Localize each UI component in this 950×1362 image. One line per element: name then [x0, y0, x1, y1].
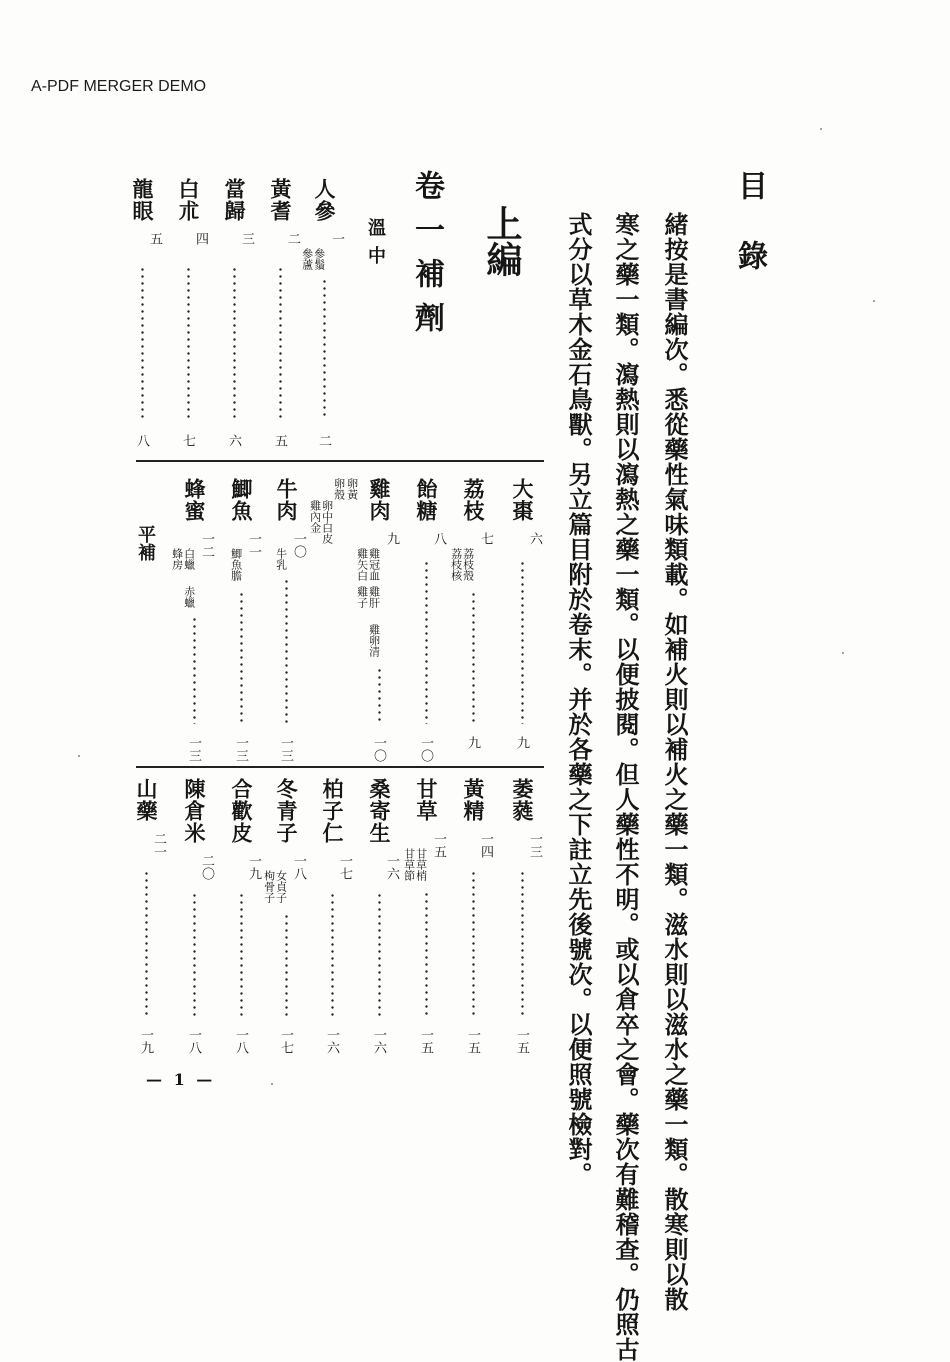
entry-name: 龍眼	[130, 178, 155, 222]
entry-page: 一〇	[371, 736, 386, 762]
entry-name: 鯽魚	[229, 478, 254, 522]
entry-name: 山藥	[134, 778, 159, 822]
entry-number: 二	[285, 232, 300, 245]
entry-sub-item: 雞子	[355, 586, 369, 608]
entry-sub-item: 卵中白皮	[320, 500, 334, 544]
entry-number: 二〇	[199, 854, 214, 880]
entry-page: 一三	[186, 736, 201, 762]
entry-number: 一四	[478, 832, 493, 858]
entry-sub-item: 鯽魚膽	[229, 548, 243, 581]
divider-1	[136, 460, 544, 462]
entry-number: 三	[239, 232, 254, 245]
entry-sub-item: 牛乳	[274, 548, 288, 570]
entry-name: 荔枝	[461, 478, 486, 522]
entry-number: 九	[384, 532, 399, 545]
leader-dots	[285, 913, 288, 1018]
entry-number: 一三	[527, 832, 542, 858]
entry-sub-item: 荔枝核	[449, 548, 463, 581]
entry-name: 當歸	[222, 178, 247, 222]
leader-dots	[141, 266, 144, 420]
entry-page: 二	[316, 434, 331, 447]
leader-dots	[521, 870, 524, 1018]
entry-number: 一七	[337, 854, 352, 880]
entry-sub-item: 卵黃	[345, 478, 359, 500]
entry-page: 五	[272, 434, 287, 447]
category-neutral: 平補	[135, 525, 156, 561]
entry-number: 一一	[246, 532, 261, 558]
entry-sub-item: 蜂房	[170, 548, 184, 570]
entry-number: 五	[147, 232, 162, 245]
entry-sub-item: 雞肝	[367, 586, 381, 608]
entry-name: 黃精	[461, 778, 486, 822]
entry-name: 蜂蜜	[182, 478, 207, 522]
preface-line-3: 式分以草木金石鳥獸。另立篇目附於卷末。并於各藥之下註立先後號次。以便照號檢對。	[564, 212, 593, 1187]
preface-line-2: 寒之藥一類。瀉熱則以瀉熱之藥一類。以便披閱。但人藥性不明。或以倉卒之會。藥次有難稽查。仍照古	[611, 212, 640, 1362]
entry-name: 白朮	[176, 178, 201, 222]
entry-number: 一九	[246, 854, 261, 880]
entry-name: 人參	[312, 178, 337, 222]
entry-sub-item: 荔枝殼	[461, 548, 475, 581]
entry-name: 陳倉米	[182, 778, 207, 844]
entry-number: 四	[193, 232, 208, 245]
entry-name: 大棗	[510, 478, 535, 522]
scan-speck	[873, 300, 875, 302]
leader-dots	[472, 870, 475, 1018]
entry-sub-item: 參鬚	[312, 248, 326, 270]
leader-dots	[472, 591, 475, 724]
leader-dots	[193, 892, 196, 1018]
entry-page: 一三	[233, 736, 248, 762]
entry-page: 九	[465, 736, 480, 749]
entry-sub-item: 雞內金	[308, 500, 322, 533]
leader-dots	[425, 891, 428, 1018]
entry-page: 一七	[278, 1028, 293, 1054]
watermark-text: A-PDF MERGER DEMO	[31, 78, 207, 95]
entry-page: 一〇	[418, 736, 433, 762]
scan-speck	[271, 1083, 273, 1085]
entry-sub-item: 卵殼	[332, 478, 346, 500]
entry-name: 黃耆	[268, 178, 293, 222]
entry-name: 飴糖	[414, 478, 439, 522]
scan-speck	[820, 128, 822, 130]
entry-sub-item: 甘草梢	[414, 848, 428, 881]
preface-line-1: 緒按是書編次。悉從藥性氣味類載。如補火則以補火之藥一類。滋水則以滋水之藥一類。散寒則以散	[660, 212, 689, 1312]
entry-page: 一三	[278, 736, 293, 762]
entry-number: 二一	[151, 832, 166, 858]
section-heading: 上編	[481, 205, 523, 277]
category-warm: 溫中	[365, 218, 386, 274]
entry-number: 一八	[291, 854, 306, 880]
leader-dots	[145, 870, 148, 1018]
entry-sub-item: 女貞子	[274, 870, 288, 903]
entry-name: 冬青子	[274, 778, 299, 844]
entry-sub-item: 參蘆	[300, 248, 314, 270]
entry-page: 一五	[418, 1028, 433, 1054]
entry-number: 八	[431, 532, 446, 545]
leader-dots	[285, 578, 288, 724]
entry-name: 牛肉	[274, 478, 299, 522]
entry-sub-item: 雞矢白	[355, 548, 369, 581]
entry-sub-item: 雞卵清	[367, 624, 381, 657]
leader-dots	[331, 892, 334, 1018]
leader-dots	[425, 560, 428, 724]
leader-dots	[521, 560, 524, 724]
entry-sub-item: 甘草節	[402, 848, 416, 881]
entry-page: 一六	[324, 1028, 339, 1054]
entry-number: 一	[329, 232, 344, 245]
leader-dots	[323, 278, 326, 420]
entry-number: 一二	[199, 532, 214, 558]
leader-dots	[193, 616, 196, 724]
entry-page: 一五	[514, 1028, 529, 1054]
entry-page: 九	[514, 736, 529, 749]
volume-heading: 卷一補劑	[409, 170, 444, 346]
entry-sub-item: 枸骨子	[262, 870, 276, 903]
scan-speck	[78, 755, 80, 757]
entry-name: 雞肉	[367, 478, 392, 522]
divider-2	[136, 766, 544, 768]
entry-page: 七	[180, 434, 195, 447]
page-number: — 1 —	[146, 1070, 216, 1089]
entry-name: 合歡皮	[229, 778, 254, 844]
page-title: 目錄	[732, 170, 767, 310]
entry-name: 甘草	[414, 778, 439, 822]
entry-page: 八	[134, 434, 149, 447]
entry-page: 一八	[186, 1028, 201, 1054]
entry-number: 一六	[384, 854, 399, 880]
entry-name: 萎蕤	[510, 778, 535, 822]
entry-sub-item: 雞冠血	[367, 548, 381, 581]
entry-page: 六	[226, 434, 241, 447]
entry-page: 一八	[233, 1028, 248, 1054]
leader-dots	[378, 667, 381, 724]
entry-sub-item: 白蠟	[182, 548, 196, 570]
entry-name: 柏子仁	[320, 778, 345, 844]
entry-number: 一五	[431, 832, 446, 858]
leader-dots	[187, 266, 190, 420]
entry-number: 六	[527, 532, 542, 545]
entry-number: 七	[478, 532, 493, 545]
entry-name: 桑寄生	[367, 778, 392, 844]
leader-dots	[279, 266, 282, 420]
leader-dots	[240, 591, 243, 724]
entry-sub-item: 赤蠟	[182, 586, 196, 608]
scan-speck	[842, 652, 844, 654]
entry-number: 一〇	[291, 532, 306, 558]
entry-page: 一六	[371, 1028, 386, 1054]
entry-page: 一五	[465, 1028, 480, 1054]
leader-dots	[233, 266, 236, 420]
leader-dots	[378, 892, 381, 1018]
leader-dots	[240, 892, 243, 1018]
entry-page: 一九	[138, 1028, 153, 1054]
